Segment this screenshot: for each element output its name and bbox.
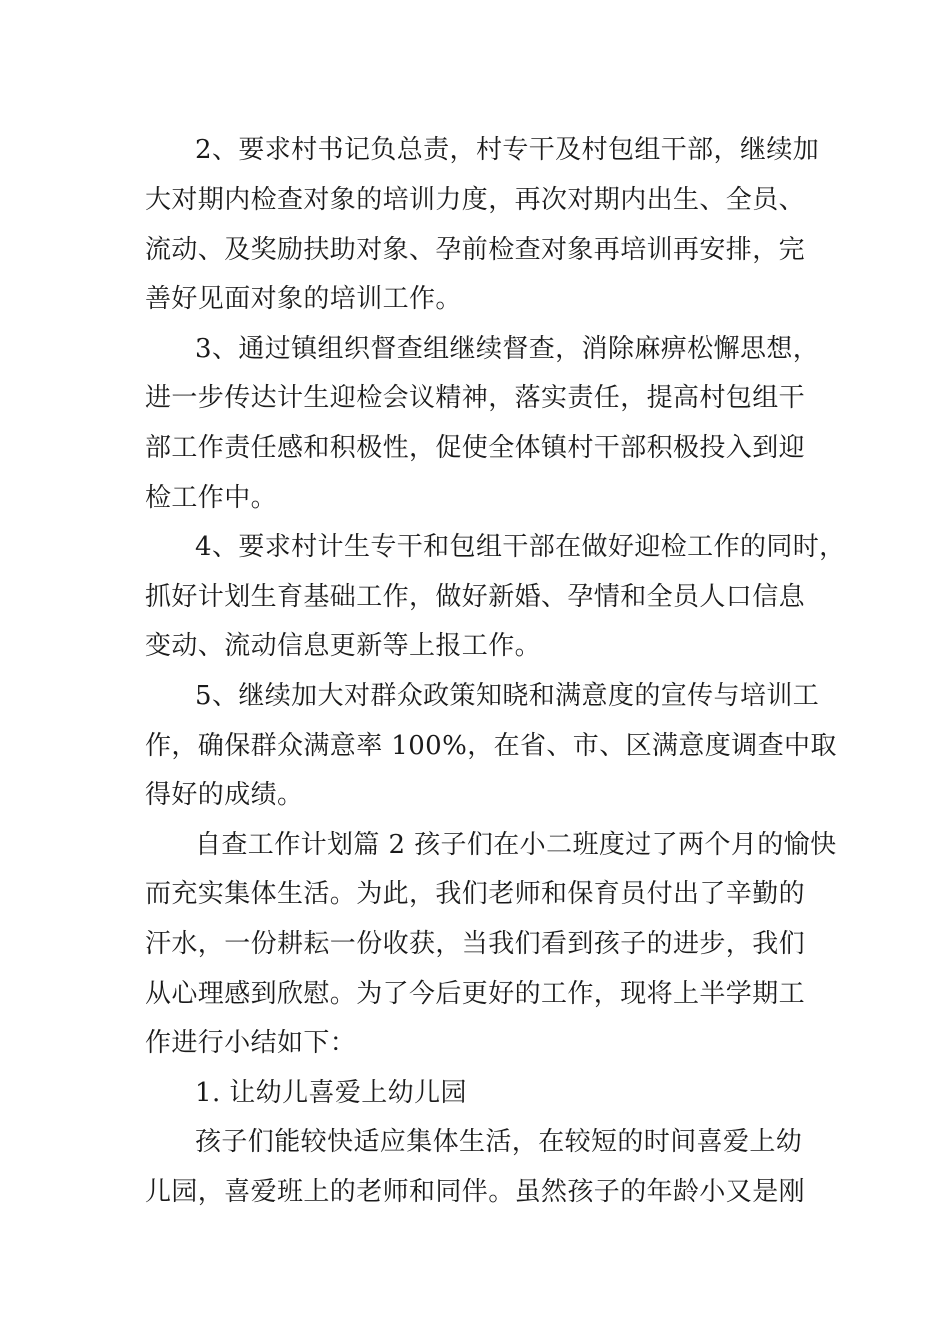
text-line: 汗水，一份耕耘一份收获，当我们看到孩子的进步，我们 [145,929,806,959]
text-line: 从心理感到欣慰。为了今后更好的工作，现将上半学期工 [145,979,806,1009]
text-line: 4、要求村计生专干和包组干部在做好迎检工作的同时， [195,532,846,562]
text-line: 1. 让幼儿喜爱上幼儿园 [195,1078,467,1108]
text-line: 流动、及奖励扶助对象、孕前检查对象再培训再安排，完 [145,235,806,265]
text-line: 变动、流动信息更新等上报工作。 [145,631,542,661]
text-line: 作，确保群众满意率 100%，在省、市、区满意度调查中取 [145,731,837,761]
text-line: 善好见面对象的培训工作。 [145,284,462,314]
text-line: 2、要求村书记负总责，村专干及村包组干部，继续加 [195,135,820,165]
text-line: 儿园，喜爱班上的老师和同伴。虽然孩子的年龄小又是刚 [145,1177,806,1207]
text-line: 作进行小结如下： [145,1028,357,1058]
text-line: 3、通过镇组织督查组继续督查，消除麻痹松懈思想， [195,334,820,364]
text-line: 进一步传达计生迎检会议精神，落实责任，提高村包组干 [145,383,806,413]
text-line: 大对期内检查对象的培训力度，再次对期内出生、全员、 [145,185,806,215]
text-line: 而充实集体生活。为此，我们老师和保育员付出了辛勤的 [145,879,806,909]
text-line: 部工作责任感和积极性，促使全体镇村干部积极投入到迎 [145,433,806,463]
text-line: 抓好计划生育基础工作，做好新婚、孕情和全员人口信息 [145,582,806,612]
text-line: 自查工作计划篇 2 孩子们在小二班度过了两个月的愉快 [195,830,837,860]
text-line: 检工作中。 [145,483,278,513]
text-line: 得好的成绩。 [145,780,304,810]
text-line: 孩子们能较快适应集体生活，在较短的时间喜爱上幼 [195,1127,803,1157]
text-line: 5、继续加大对群众政策知晓和满意度的宣传与培训工 [195,681,820,711]
